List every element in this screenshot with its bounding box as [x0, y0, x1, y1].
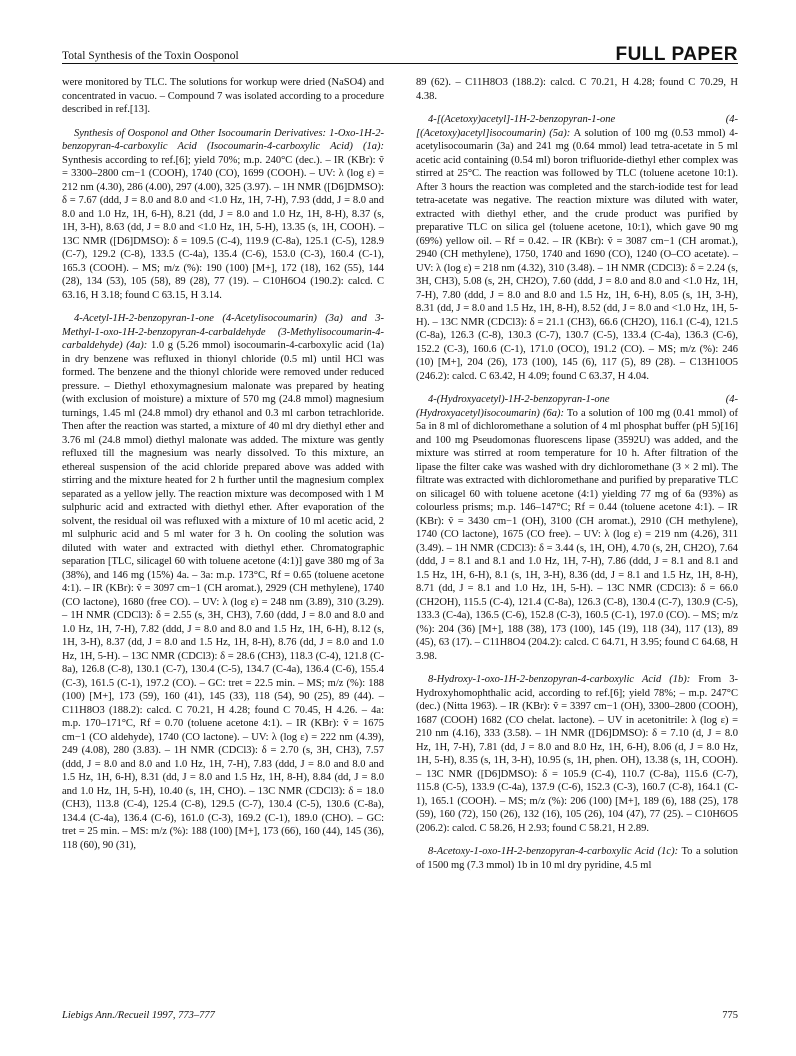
section-heading: Synthesis of Oosponol and Other Isocoumarin Derivatives: 1-Oxo-1H-2-benzopyran-4-carboxylic Acid (Isocoumarin-4-carboxylic Acid) (1a):: [62, 127, 384, 152]
right-column: [416, 76, 738, 872]
journal-citation: Liebigs Ann./Recueil 1997, 773–777: [62, 1010, 215, 1021]
paragraph-body: To a solution of 100 mg (0.41 mmol) of 5a in 8 ml of dichloromethane a solution of 4 ml phosphat buffer (pH 5)[16] and 100 mg Pseudomonas fluorescens lipase (3592U) was added, and the mixture was stirred at room temperature for 10 h. After filtration of the lipase the filter cake was washed with dry dichloromethane (3 × 2 ml). The filtrate was extracted with dichloromethane and purified by preparative TLC on silicagel 60 with toluene acetone (4:1) yielding 77 mg of 6a (93%) as colourless prisms; m.p. 146–147°C; Rf = 0.44 (toluene acetone 4:1). – IR (KBr): ṽ = 3430 cm−1 (OH), 3100 (CH aromat.), 2910 (CH methylene), 1740 (CO lactone), 1675 (CO free). – UV: λ (log ε) = 219 nm (4.26), 311 (3.49). – 1H NMR (CDCl3): δ = 3.44 (s, 1H, OH), 4.70 (s, 2H, CH2O), 7.64 (ddd, J = 8.1 and 8.1 and 1.0 Hz, 1H, 7-H), 7.86 (ddd, J = 8.1 and 8.1 and 1.5 Hz, 1H, 6-H), 8.1 (s, 1H, 3-H), 8.36 (dd, J = 8.1 and 1.5 Hz, 1H, 8-H), 8.71 (dd, J = 8.1 and 1.0 Hz, 1H, 5-H). – 13C NMR (CDCl3): δ = 66.0 (CH2OH), 115.5 (C-4), 121.4 (C-8a), 126.3 (C-8), 130.4 (C-7), 130.9 (C-5), 133.3 (C-4a), 136.5 (C-6), 152.8 (C-3), 160.5 (C-1), 197.0 (CO). – MS; m/z (%): 204 (36) [M+], 188 (38), 173 (100), 145 (19), 118 (34), 117 (13), 89 (45), 63 (17). – C11H8O4 (204.2): calcd. C 64.71, H 3.95; found C 64.68, H 3.98.: [416, 407, 738, 662]
paragraph: 89 (62). – C11H8O3 (188.2): calcd. C 70.21, H 4.28; found C 70.29, H 4.38.: [416, 77, 738, 102]
paragraph-body: From 3-Hydroxyhomophthalic acid, according to ref.[6]; yield 78%; – m.p. 247°C (dec.) (Nitta 1963). – IR (KBr): ṽ = 3397 cm−1 (OH), 3300–2800 (COOH), 1687 (COOH) 1682 (CO chelat. lactone). – UV in acetonitrile: λ (log ε) = 210 nm (4.16), 333 (3.58). – 1H NMR ([D6]DMSO): δ = 7.10 (d, J = 8.0 Hz, 1H, 7-H), 7.81 (dd, J = 8.0 and 8.0 Hz, 1H, 6-H), 8.06 (d, J = 8.0 Hz, 1H, 5-H), 8.35 (s, 1H, 3-H), 10.95 (s, 1H, phen. OH), 13.38 (s, 1H, COOH). – 13C NMR ([D6]DMSO): δ = 105.9 (C-4), 110.7 (C-8a), 115.6 (C-7), 115.8 (C-5), 133.9 (C-4a), 137.9 (C-6), 152.3 (C-3), 160.7 (C-8), 164.1 (C-1), 165.1 (COOH). – MS; m/z (%): 206 (100) [M+], 189 (6), 188 (25), 178 (59), 160 (72), 150 (26), 132 (16), 105 (26), 104 (47), 77 (25). – C10H6O5 (206.2): calcd. C 58.26, H 2.93; found C 58.21, H 2.89.: [416, 674, 739, 834]
running-title: Total Synthesis of the Toxin Oosponol: [62, 50, 239, 62]
paragraph: [62, 127, 384, 303]
paragraph: [416, 113, 738, 383]
paragraph: [416, 673, 738, 835]
section-heading: 4-Acetyl-1H-2-benzopyran-1-one (4-Acetylisocoumarin) (3a) and 3-Methyl-1-oxo-1H-2-benzopyran-4-carbaldehyde (3-Methylisocoumarin-4-carbaldehyde) (4a):: [62, 313, 384, 351]
paragraph-body: To a solution of 1500 mg (7.3 mmol) 1b in 10 ml dry pyridine, 4.5 ml: [416, 846, 738, 871]
section-heading: 8-Hydroxy-1-oxo-1H-2-benzopyran-4-carboxylic Acid (1b):: [428, 674, 691, 685]
section-label: FULL PAPER: [615, 44, 738, 65]
paragraph-body: Synthesis according to ref.[6]; yield 70%; m.p. 240°C (dec.). – IR (KBr): ṽ = 3300–2800 cm−1 (COOH), 1740 (CO), 1699 (COOH). – UV: λ (log ε) = 212 nm (4.30), 286 (4.00), 297 (4.00), 325 (3.97). – 1H NMR ([D6]DMSO): δ = 7.67 (ddd, J = 8.0 and 8.0 and <1.0 Hz, 1H, 7-H), 7.93 (ddd, J = 8.0 and 8.0 and 1.0 Hz, 1H, 6-H), 8.21 (dd, J = 8.0 and 1.0 Hz, 1H, 8-H), 8.37 (s, 1H, 3-H), 8.63 (dd, J = 8.0 and <1.0 Hz, 1H, 5-H), 13.35 (s, 1H, COOH). – 13C NMR ([D6]DMSO): δ = 109.5 (C-4), 119.9 (C-8a), 125.1 (C-5), 128.9 (C-7), 129.2 (C-8), 133.5 (C-4a), 135.4 (C-6), 153.0 (C-3), 160.4 (C-1), 165.3 (COOH). – MS; m/z (%): 190 (100) [M+], 172 (18), 162 (55), 144 (28), 134 (53), 105 (58), 89 (28), 77 (19). – C10H6O4 (190.2): calcd. C 63.16, H 3.18; found C 63.15, H 3.14.: [62, 154, 384, 301]
section-heading: 4-[(Acetoxy)acetyl]-1H-2-benzopyran-1-one (4-[(Acetoxy)acetyl]isocoumarin) (5a):: [416, 114, 738, 139]
paragraph-body: A solution of 100 mg (0.53 mmol) 4-acetylisocoumarin (3a) and 241 mg (0.64 mmol) lead tetra-acetate in 5 ml acetic acid containing (0.54 ml) boron trifluoride-diethyl ether complex was stirred at 25°C. The reaction was followed by TLC (toluene acetone 10:1). After 3 hours the reaction was completed and the starch-iodide test for lead tetra-acetate was negative. The reaction mixture was diluted with water, extracted with diethyl ether, and the crude product was purified by preparative TLC on silica gel (toluene acetone, 10:1), which gave 90 mg (69%) yellow oil. – Rf = 0.42. – IR (KBr): ṽ = 3087 cm−1 (CH aromat.), 2940 (CH methylene), 1750, 1740 and 1690 (CO), 1240 (O–CO acetate). – UV: λ (log ε) = 218 nm (4.32), 310 (3.48). – 1H NMR (CDCl3): δ = 2.24 (s, 3H, CH3), 5.08 (s, 2H, CH2O), 7.60 (ddd, J = 8.0 and 8.0 and <1.0 Hz, 1H, 7-H), 7.80 (ddd, J = 8.0 and 8.0 and 1.5 Hz, 1H, 6-H), 8.05 (s, 1H, 3-H), 8.31 (dd, J = 8.0 and 1.5 Hz, 1H, 8-H), 8.52 (dd, J = 8.0 and <1.0 Hz, 1H, 5-H). – 13C NMR (CDCl3): δ = 21.1 (CH3), 66.6 (CH2O), 116.1 (C-4), 121.5 (C-8a), 126.3 (C-8), 130.3 (C-7), 130.7 (C-5), 133.4 (C-4a), 136.3 (C-6), 152.2 (C-3), 160.6 (C-1), 171.0 (OCO), 191.2 (CO). – MS; m/z (%): 246 (10) [M+], 204 (26), 173 (100), 145 (6), 117 (5), 89 (28). – C13H10O5 (246.2): calcd. C 63.42, H 4.09; found C 63.37, H 4.04.: [416, 127, 738, 382]
paragraph-body: 1.0 g (5.26 mmol) isocoumarin-4-carboxylic acid (1a) in dry benzene was refluxed in thionyl chloride (0.5 ml) until HCl was formed. The benzene and the thionyl chloride were removed under reduced pressure. – Diethyl ethoxymagnesium malonate was prepared by heating (with exclusion of moisture) a mixture of 570 mg (24.8 mmol) magnesium turnings, 1.45 ml (24.8 mmol) dry ethanol and 0.3 ml carbon tetrachloride. Then after the reaction was started, a mixture of 40 ml dry diethyl ether and 3.76 ml (24.8 mmol) diethyl malonate was added. The mixture was gently refluxed till the magnesium was nearly dissolved. To this mixture, an ethereal suspension of the acid chloride prepared above was added with stirring and the mixture heated for 2 h further until the magnesium complex separated as a yellow jelly. The reaction mixture was decomposed with 1 M sulphuric acid and extracted with diethyl ether. After evaporation of the solvent, the residual oil was refluxed with a mixture of 10 ml acetic acid, 2 ml sulphuric acid and 5 ml water for 3 h. On cooling the solution was diluted with water and extracted with diethyl ether. Chromatographic separation [TLC, silicagel 60 with toluene acetone (4:1)] gave 380 mg of 3a (38%), and 146 mg (15%) 4a. – 3a: m.p. 173°C, Rf = 0.65 (toluene acetone 4:1). – IR (KBr): ṽ = 3097 cm−1 (CH aromat.), 2929 (CH methylene), 1740 (CO lactone), 1680 (free CO). – UV: λ (log ε) = 248 nm (3.89), 310 (3.29). – 1H NMR (CDCl3): δ = 2.55 (s, 3H, CH3), 7.60 (ddd, J = 8.0 and 8.0 and 1.0 Hz, 1H, 7-H), 7.82 (ddd, J = 8.0 and 8.0 and 1.5 Hz, 1H, 6-H), 8.12 (s, 1H, 3-H), 8.37 (dd, J = 8.0 and 1.5 Hz, 1H, 8-H), 8.76 (dd, J = 8.0 and 1.0 Hz, 1H, 5-H). – 13C NMR (CDCl3): δ = 28.6 (CH3), 118.3 (C-4), 121.8 (C-8a), 126.8 (C-8), 130.1 (C-7), 130.4 (C-5), 134.7 (C-4a), 136.4 (C-6), 155.4 (C-3), 161.5 (C-1), 197.2 (CO). – GC: tret = 22.5 min. – MS; m/z (%): 188 (100) [M+], 173 (59), 160 (41), 145 (33), 118 (54), 90 (25), 89 (44). – C11H8O3 (188.2): calcd. C 70.21, H 4.28; found C 70.45, H 4.26. – 4a: m.p. 170–171°C, Rf = 0.70 (toluene acetone 4:1). – IR (KBr): ṽ = 1675 cm−1 (CO aldehyde), 1740 (CO lactone). – UV: λ (log ε) = 222 nm (4.39), 249 (4.08), 280 (3.83). – 1H NMR (CDCl3): δ = 2.70 (s, 3H, CH3), 7.57 (ddd, J = 8.0 and 8.0 and 1.0 Hz, 1H, 7-H), 7.83 (ddd, J = 8.0 and 8.0 and 1.5 Hz, 1H, 6-H), 8.31 (dd, J = 8.0 and 1.5 Hz, 1H, 8-H), 8.84 (dd, J = 8.0 and 1.0 Hz, 1H, 5-H), 10.40 (s, 1H, CHO). – 13C NMR (CDCl3): δ = 18.0 (CH3), 113.8 (C-4), 125.4 (C-8), 129.5 (C-7), 130.4 (C-5), 130.6 (C-8a), 134.4 (C-4a), 136.4 (C-6), 161.0 (C-3), 169.2 (C-1), 189.0 (CHO). – GC: tret = 25 min. – MS: m/z (%): 188 (100) [M+], 173 (66), 160 (44), 145 (36), 118 (60), 90 (31),: [62, 340, 384, 851]
section-heading: 4-(Hydroxyacetyl)-1H-2-benzopyran-1-one (4-(Hydroxyacetyl)isocoumarin) (6a):: [416, 394, 738, 419]
paragraph: were monitored by TLC. The solutions for workup were dried (NaSO4) and concentrated in vacuo. – Compound 7 was isolated according to a procedure described in ref.[13].: [62, 77, 384, 115]
running-header: [62, 44, 738, 68]
paragraph: [416, 845, 738, 872]
left-column: [62, 76, 384, 852]
header-rule: [62, 63, 738, 64]
section-heading: 8-Acetoxy-1-oxo-1H-2-benzopyran-4-carboxylic Acid (1c):: [428, 846, 679, 857]
paragraph: [62, 312, 384, 852]
paragraph: [416, 393, 738, 663]
page-number: 775: [722, 1010, 738, 1021]
